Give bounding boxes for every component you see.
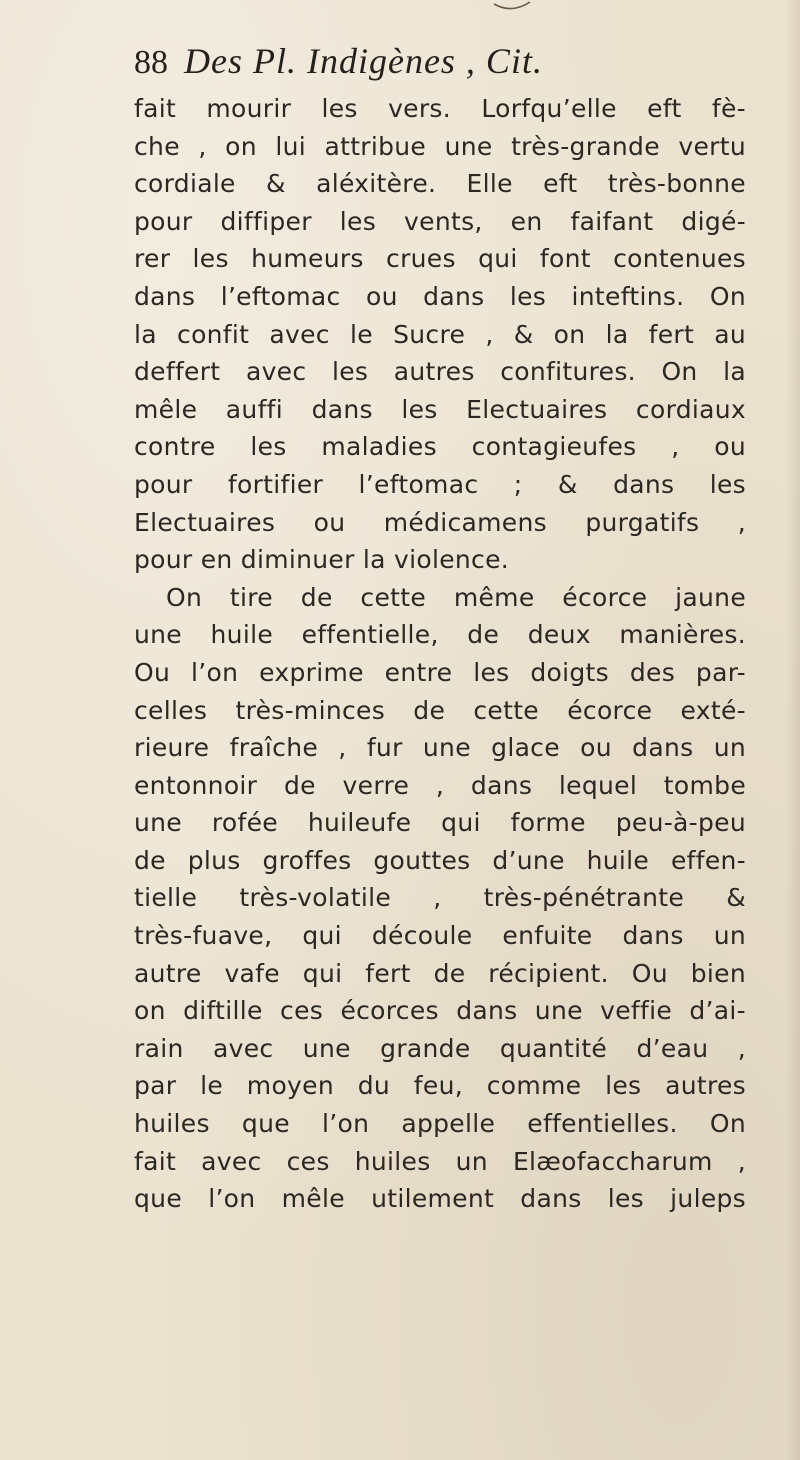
text-line: huiles que l’on appelle effentielles. On xyxy=(134,1109,746,1139)
text-line: On tire de cette même écorce jaune xyxy=(166,582,746,612)
text-line: autre vafe qui fert de récipient. Ou bien xyxy=(134,958,746,988)
text-line: cordiale & aléxitère. Elle eft très-bonne xyxy=(134,169,746,199)
text-line: rer les humeurs crues qui font contenues xyxy=(134,244,746,274)
text-line: deffert avec les autres confitures. On la xyxy=(134,357,746,387)
text-line: une huile effentielle, de deux manières. xyxy=(134,620,746,650)
text-line: Ou l’on exprime entre les doigts des par- xyxy=(134,657,746,687)
text-line: fait mourir les vers. Lorfqu’elle eft fè- xyxy=(134,94,746,123)
text-line: Electuaires ou médicamens purgatifs , xyxy=(134,507,746,537)
body-text xyxy=(134,90,746,1218)
text-line: fait avec ces huiles un Elæofaccharum , xyxy=(134,1146,746,1176)
text-line: une rofée huileufe qui forme peu-à-peu xyxy=(134,808,746,838)
text-line: celles très-minces de cette écorce exté- xyxy=(134,695,746,725)
text-line: on diftille ces écorces dans une veffie d’ai- xyxy=(134,996,746,1026)
ink-mark xyxy=(492,0,532,14)
text-line: pour fortifier l’eftomac ; & dans les xyxy=(134,469,746,499)
text-line: rieure fraîche , fur une glace ou dans un xyxy=(134,733,746,763)
text-line: de plus groffes gouttes d’une huile effen- xyxy=(134,845,746,875)
text-line: la confit avec le Sucre , & on la fert au xyxy=(134,319,746,349)
text-line: pour diffiper les vents, en faifant digé- xyxy=(134,206,746,236)
text-line: tielle très-volatile , très-pénétrante & xyxy=(134,883,746,913)
text-line: dans l’eftomac ou dans les inteftins. On xyxy=(134,281,746,311)
page-header xyxy=(134,40,744,96)
text-line: pour en diminuer la violence. xyxy=(134,545,510,575)
text-line: contre les maladies contagieufes , ou xyxy=(134,432,746,462)
page-number: 88 xyxy=(134,44,168,81)
text-line: que l’on mêle utilement dans les juleps xyxy=(134,1184,746,1214)
text-line: rain avec une grande quantité d’eau , xyxy=(134,1033,746,1063)
page-edge-shadow xyxy=(786,0,800,1460)
text-line: mêle auffi dans les Electuaires cordiaux xyxy=(134,394,746,424)
running-head: Des Pl. Indigènes , Cit. xyxy=(184,41,543,81)
text-line: entonnoir de verre , dans lequel tombe xyxy=(134,770,746,800)
text-line: par le moyen du feu, comme les autres xyxy=(134,1071,746,1101)
text-line: che , on lui attribue une très-grande vertu xyxy=(134,131,746,161)
text-line: très-fuave, qui découle enfuite dans un xyxy=(134,921,746,951)
